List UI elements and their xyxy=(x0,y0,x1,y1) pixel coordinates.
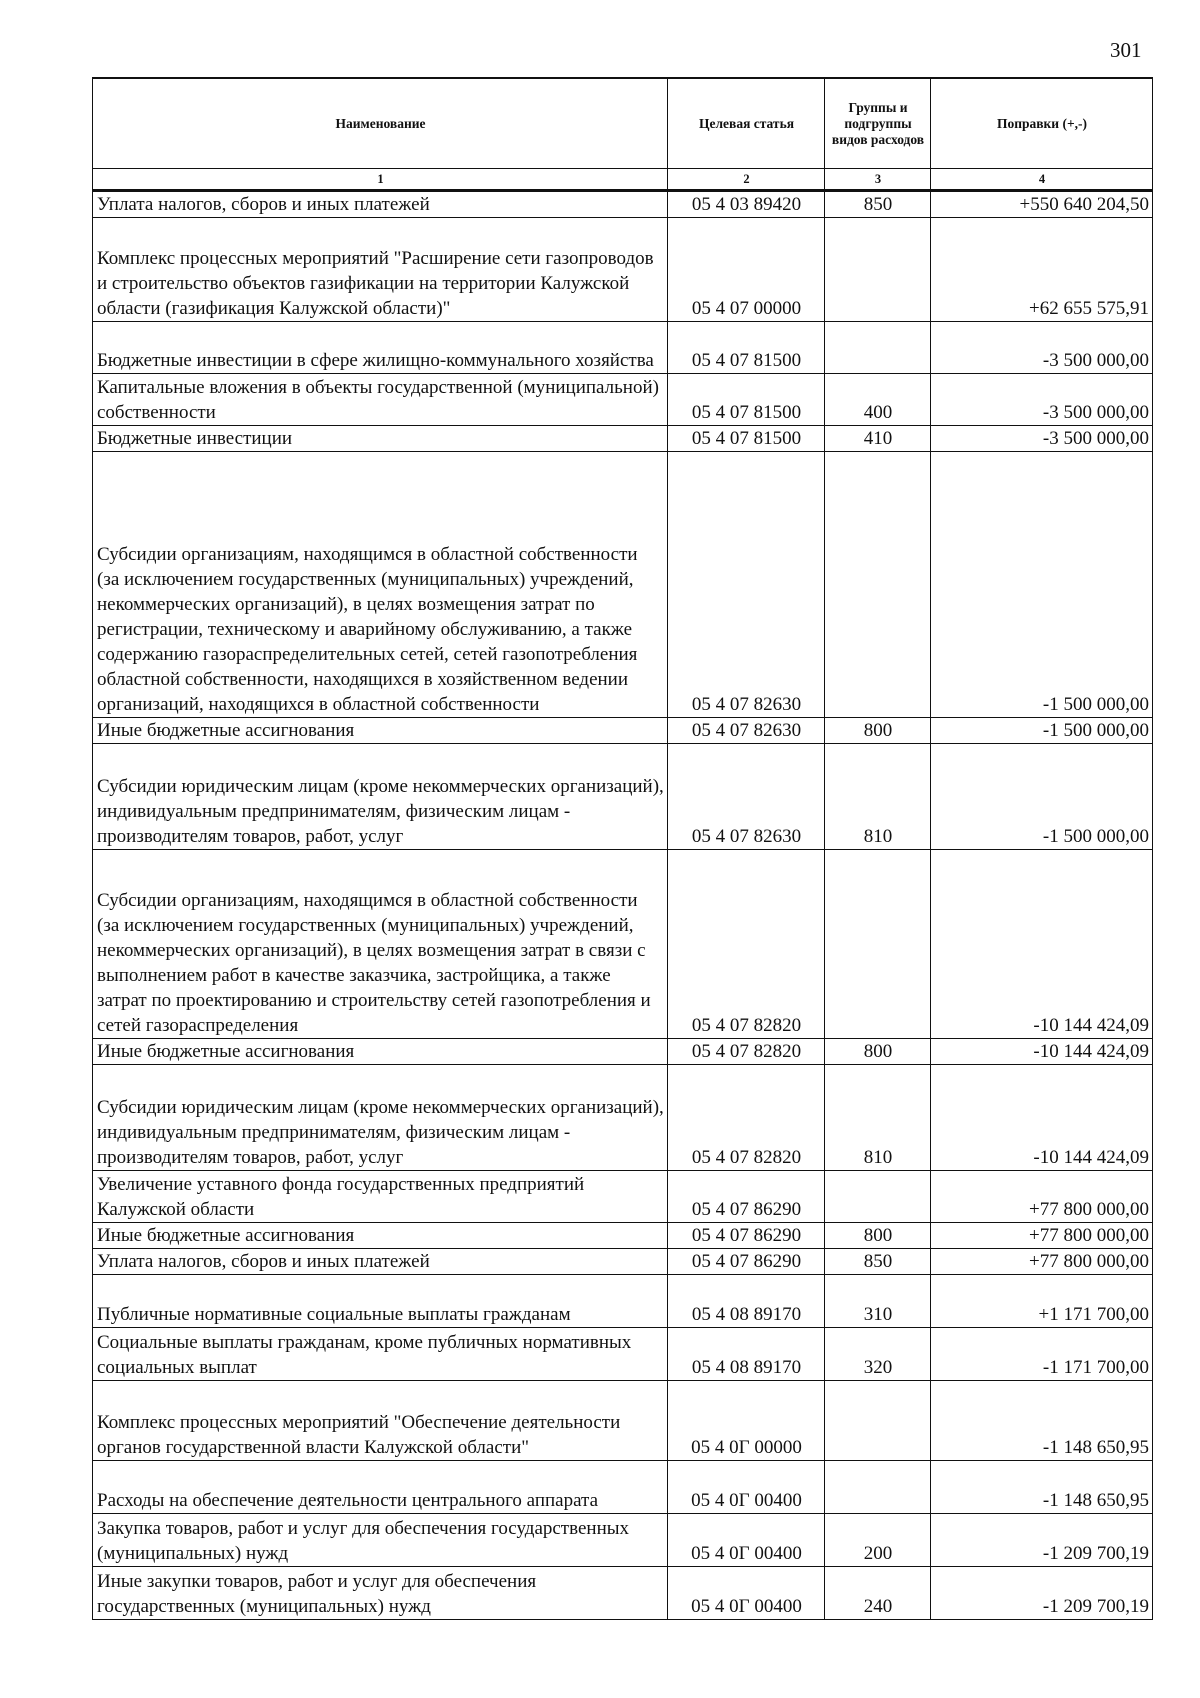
table-row xyxy=(93,744,1153,850)
row-name: Закупка товаров, работ и услуг для обеспечения государственных (муниципальных) нужд xyxy=(93,1514,668,1567)
row-name: Увеличение уставного фонда государственных предприятий Калужской области xyxy=(93,1171,668,1223)
row-expense-group: 310 xyxy=(825,1275,931,1328)
row-name: Капитальные вложения в объекты государственной (муниципальной) собственности xyxy=(93,374,668,426)
header-target-article: Целевая статья xyxy=(668,78,825,169)
row-target-article: 05 4 07 82630 xyxy=(668,718,825,744)
table-header-row xyxy=(93,78,1153,169)
table-row xyxy=(93,1328,1153,1381)
row-expense-group: 200 xyxy=(825,1514,931,1567)
row-amount: +77 800 000,00 xyxy=(931,1171,1153,1223)
table-row xyxy=(93,1039,1153,1065)
row-expense-group xyxy=(825,1171,931,1223)
table-row xyxy=(93,718,1153,744)
row-amount: -3 500 000,00 xyxy=(931,374,1153,426)
row-target-article: 05 4 07 81500 xyxy=(668,426,825,452)
column-number: 4 xyxy=(931,169,1153,191)
row-name: Субсидии юридическим лицам (кроме некоммерческих организаций), индивидуальным предпринимателям, физическим лицам - производителям товаров, работ, услуг xyxy=(93,744,668,850)
row-amount: -1 148 650,95 xyxy=(931,1461,1153,1514)
row-expense-group: 850 xyxy=(825,1249,931,1275)
row-expense-group: 240 xyxy=(825,1567,931,1620)
row-name: Расходы на обеспечение деятельности центрального аппарата xyxy=(93,1461,668,1514)
row-name: Иные закупки товаров, работ и услуг для обеспечения государственных (муниципальных) нужд xyxy=(93,1567,668,1620)
row-amount: -1 171 700,00 xyxy=(931,1328,1153,1381)
table-row xyxy=(93,1275,1153,1328)
row-name: Субсидии организациям, находящимся в областной собственности (за исключением государственных (муниципальных) учреждений, некоммерческих организаций), в целях возмещения затрат в связи с выполнением работ в качестве заказчика, застройщика, а также затрат по проектированию и строительству сетей газопотребления и сетей газораспределения xyxy=(93,850,668,1039)
row-amount: -1 500 000,00 xyxy=(931,744,1153,850)
row-name: Иные бюджетные ассигнования xyxy=(93,718,668,744)
row-amount: -3 500 000,00 xyxy=(931,426,1153,452)
row-target-article: 05 4 07 81500 xyxy=(668,322,825,374)
row-name: Уплата налогов, сборов и иных платежей xyxy=(93,1249,668,1275)
table-row xyxy=(93,1223,1153,1249)
budget-amendments-table xyxy=(92,77,1153,1620)
row-name: Комплекс процессных мероприятий "Расширение сети газопроводов и строительство объектов газификации на территории Калужской области (газификация Калужской области)" xyxy=(93,218,668,322)
row-amount: -1 209 700,19 xyxy=(931,1514,1153,1567)
row-amount: -1 148 650,95 xyxy=(931,1381,1153,1461)
row-name: Иные бюджетные ассигнования xyxy=(93,1223,668,1249)
row-target-article: 05 4 0Г 00400 xyxy=(668,1514,825,1567)
table-row xyxy=(93,1514,1153,1567)
row-amount: -10 144 424,09 xyxy=(931,1065,1153,1171)
table-row xyxy=(93,1381,1153,1461)
table-row xyxy=(93,1567,1153,1620)
table-row xyxy=(93,191,1153,218)
table-row xyxy=(93,850,1153,1039)
page-number: 301 xyxy=(1110,38,1142,62)
column-number: 1 xyxy=(93,169,668,191)
row-target-article: 05 4 07 82820 xyxy=(668,1039,825,1065)
row-target-article: 05 4 07 00000 xyxy=(668,218,825,322)
header-name: Наименование xyxy=(93,78,668,169)
table-row xyxy=(93,426,1153,452)
row-expense-group xyxy=(825,218,931,322)
row-target-article: 05 4 07 81500 xyxy=(668,374,825,426)
column-number: 2 xyxy=(668,169,825,191)
row-amount: +77 800 000,00 xyxy=(931,1223,1153,1249)
table-row xyxy=(93,374,1153,426)
table-row xyxy=(93,1461,1153,1514)
table-row xyxy=(93,1249,1153,1275)
row-target-article: 05 4 0Г 00400 xyxy=(668,1567,825,1620)
row-expense-group: 320 xyxy=(825,1328,931,1381)
row-expense-group xyxy=(825,850,931,1039)
row-target-article: 05 4 07 86290 xyxy=(668,1171,825,1223)
row-target-article: 05 4 07 82630 xyxy=(668,744,825,850)
table-row xyxy=(93,1171,1153,1223)
row-expense-group: 810 xyxy=(825,744,931,850)
row-amount: +1 171 700,00 xyxy=(931,1275,1153,1328)
row-name: Бюджетные инвестиции в сфере жилищно-коммунального хозяйства xyxy=(93,322,668,374)
row-target-article: 05 4 07 82630 xyxy=(668,452,825,718)
column-number: 3 xyxy=(825,169,931,191)
row-amount: +550 640 204,50 xyxy=(931,191,1153,218)
header-expense-groups: Группы и подгруппы видов расходов xyxy=(825,78,931,169)
row-expense-group xyxy=(825,1381,931,1461)
row-name: Субсидии юридическим лицам (кроме некоммерческих организаций), индивидуальным предпринимателям, физическим лицам - производителям товаров, работ, услуг xyxy=(93,1065,668,1171)
row-target-article: 05 4 08 89170 xyxy=(668,1275,825,1328)
row-name: Бюджетные инвестиции xyxy=(93,426,668,452)
row-expense-group: 800 xyxy=(825,718,931,744)
row-expense-group xyxy=(825,452,931,718)
row-target-article: 05 4 03 89420 xyxy=(668,191,825,218)
row-target-article: 05 4 07 86290 xyxy=(668,1249,825,1275)
row-amount: -1 500 000,00 xyxy=(931,718,1153,744)
row-expense-group: 400 xyxy=(825,374,931,426)
row-name: Социальные выплаты гражданам, кроме публичных нормативных социальных выплат xyxy=(93,1328,668,1381)
row-target-article: 05 4 07 82820 xyxy=(668,850,825,1039)
row-target-article: 05 4 0Г 00000 xyxy=(668,1381,825,1461)
table-row xyxy=(93,1065,1153,1171)
row-amount: -10 144 424,09 xyxy=(931,1039,1153,1065)
header-amendments: Поправки (+,-) xyxy=(931,78,1153,169)
row-expense-group: 800 xyxy=(825,1039,931,1065)
table-row xyxy=(93,452,1153,718)
row-target-article: 05 4 08 89170 xyxy=(668,1328,825,1381)
row-amount: -1 500 000,00 xyxy=(931,452,1153,718)
column-number-row xyxy=(93,169,1153,191)
table-row xyxy=(93,218,1153,322)
row-target-article: 05 4 07 82820 xyxy=(668,1065,825,1171)
row-expense-group: 850 xyxy=(825,191,931,218)
row-amount: +77 800 000,00 xyxy=(931,1249,1153,1275)
row-expense-group xyxy=(825,1461,931,1514)
row-name: Уплата налогов, сборов и иных платежей xyxy=(93,191,668,218)
table-row xyxy=(93,322,1153,374)
row-name: Публичные нормативные социальные выплаты гражданам xyxy=(93,1275,668,1328)
row-name: Иные бюджетные ассигнования xyxy=(93,1039,668,1065)
row-amount: -10 144 424,09 xyxy=(931,850,1153,1039)
row-target-article: 05 4 0Г 00400 xyxy=(668,1461,825,1514)
row-expense-group: 410 xyxy=(825,426,931,452)
row-amount: -3 500 000,00 xyxy=(931,322,1153,374)
row-amount: +62 655 575,91 xyxy=(931,218,1153,322)
row-target-article: 05 4 07 86290 xyxy=(668,1223,825,1249)
row-expense-group xyxy=(825,322,931,374)
row-name: Комплекс процессных мероприятий "Обеспечение деятельности органов государственной власти Калужской области" xyxy=(93,1381,668,1461)
row-expense-group: 810 xyxy=(825,1065,931,1171)
row-expense-group: 800 xyxy=(825,1223,931,1249)
row-name: Субсидии организациям, находящимся в областной собственности (за исключением государственных (муниципальных) учреждений, некоммерческих организаций), в целях возмещения затрат по регистрации, техническому и аварийному обслуживанию, а также содержанию газораспределительных сетей, сетей газопотребления областной собственности, находящихся в хозяйственном ведении организаций, находящихся в областной собственности xyxy=(93,452,668,718)
row-amount: -1 209 700,19 xyxy=(931,1567,1153,1620)
